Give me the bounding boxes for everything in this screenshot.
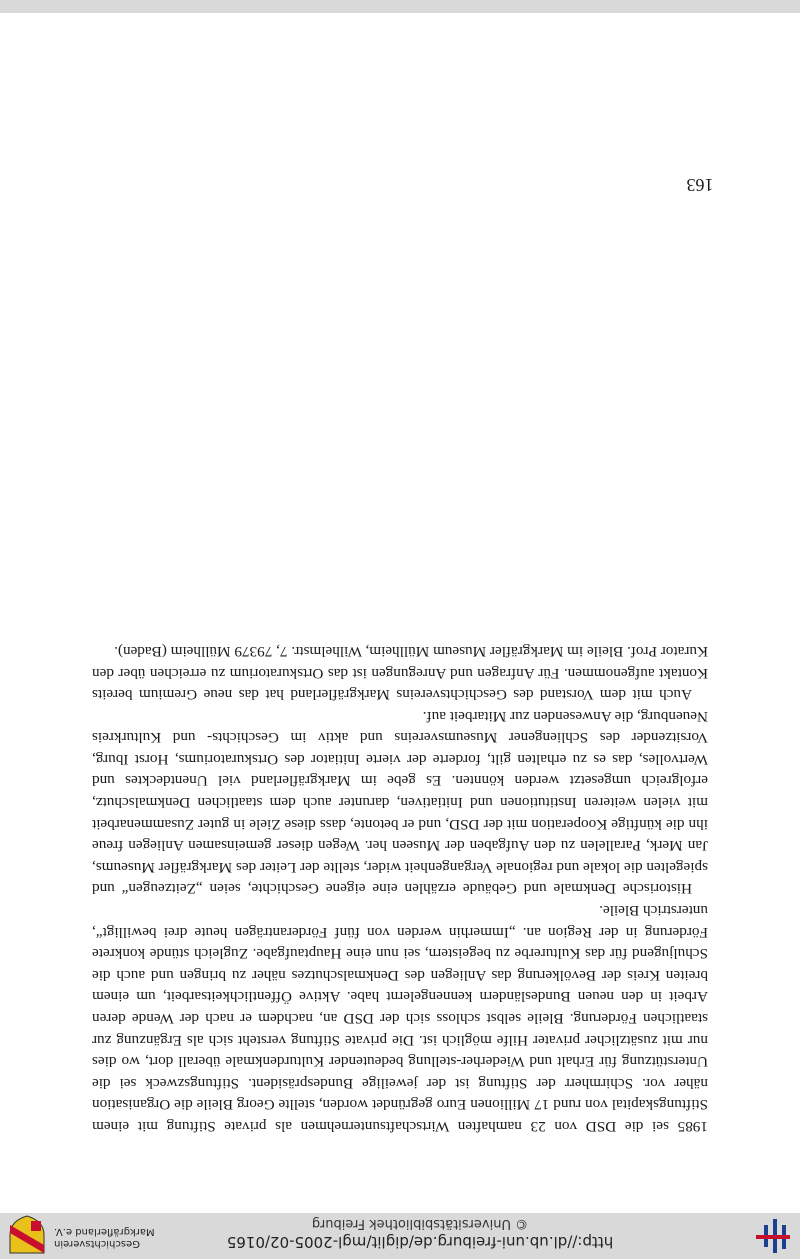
article-body xyxy=(92,640,708,1137)
paragraph-3: Auch mit dem Vorstand des Geschichtsvereins Markgräflerland hat das neue Gremium bereits Kontakt aufgenommen. Für Anfragen und Anregungen ist das Ortskuratorium zu erreichen über den Kurator Prof. Bleile im Markgräfler Museum Müllheim, Wilhelmstr. 7, 79379 Müllheim (Baden). xyxy=(92,642,708,704)
publisher-line-1: Geschichtsverein xyxy=(54,1238,140,1249)
viewer-footer xyxy=(0,0,800,13)
page-number: 163 xyxy=(686,175,714,195)
publisher-label xyxy=(54,1225,174,1249)
paragraph-2: Historische Denkmale und Gebäude erzählen eine eigene Geschichte, seien „Zeitzeugen“ und spiegelten die lokale und regionale Vergangenheit wider, stellte der Leiter des Markgräfler Museums, Jan Merk, Parallelen zu den Aufgaben der Museen her. Wegen dieser gemeinsamen Anliegen freue ihn die künftige Kooperation mit der DSD, und er betonte, dass diese Ziele in guter Zusammenarbeit mit vielen weiteren Institutionen und Initiativen, darunter auch dem staatlichen Denkmalschutz, erfolgreich umgesetzt werden könnten. Es gebe im Markgräflerland viel Unentdecktes und Wertvolles, das es zu erhalten gilt, forderte der vierte Initiator des Ortskuratoriums, Horst Iburg, Vorsitzender des Schliengener Museumsvereins und aktiv im Geschichts- und Kulturkreis Neuenburg, die Anwesenden zur Mitarbeit auf. xyxy=(92,707,708,898)
source-url[interactable]: http://dl.ub.uni-freiburg.de/diglit/mgl-2005-02/0165 xyxy=(226,1233,614,1251)
crest-icon xyxy=(8,1215,46,1255)
paragraph-1: 1985 sei die DSD von 23 namhaften Wirtschaftsunternehmen als private Stiftung mit einem Stiftungskapital von rund 17 Millionen Euro gegründet worden, stellte Georg Bleile die Organisation näher vor. Schirmherr der Stiftung ist der jeweilige Bundespräsident. Stiftungszweck sei die Unterstützung für Erhalt und Wiederher-stellung bedeutender Kulturdenkmale überall dort, wo dies nur mit zusätzlicher privater Hilfe möglich ist. Die private Stiftung versteht sich als Ergänzung zur staatlichen Förderung. Bleile selbst schloss sich der DSD an, nachdem er nach der Wende deren Arbeit in den neuen Bundesländern kennengelernt habe. Aktive Öffentlichkeitsarbeit, um einem breiten Kreis der Bevölkerung das Anliegen des Denkmalschutzes näher zu bringen und auch die Schuljugend für das Kulturerbe zu begeistern, sei nun eine Hauptaufgabe. Zugleich stünde konkrete Förderung in der Region an. „Immerhin werden von fünf Förderanträgen heute drei bewilligt“, unterstrich Bleile. xyxy=(92,902,708,1135)
footer-copyright xyxy=(140,0,700,1)
ub-logo-icon xyxy=(756,1219,790,1253)
publisher-line-2: Markgräflerland e.V. xyxy=(54,1226,155,1237)
viewer-header xyxy=(0,1213,800,1259)
copyright-notice: © Universitätsbibliothek Freiburg xyxy=(311,1216,529,1231)
